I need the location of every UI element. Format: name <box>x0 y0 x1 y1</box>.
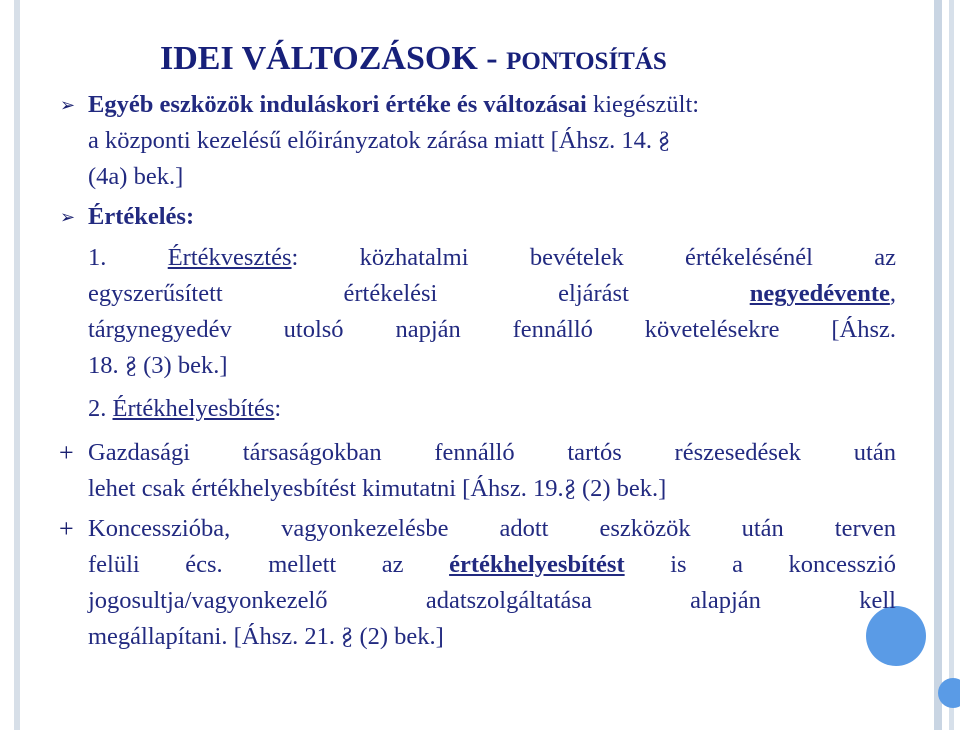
plus-bullet-icon: + <box>59 514 74 543</box>
sub-item-2: Koncesszióba, vagyonkezelésbe adott eszközök után terven felüli écs. mellett az értékhelyesbítést is a koncesszió jogosultja/vagyonkezelő adatszolgáltatása alapján kell megállapítani. [Áhsz. 21. § (2) bek.] <box>88 511 896 655</box>
sub-item-2-line3: jogosultja/vagyonkezelő adatszolgáltatása alapján kell <box>88 587 896 614</box>
bullet-1-bold: Egyéb eszközök induláskori értéke és változásai <box>88 91 587 118</box>
bullet-arrow-icon: ➢ <box>60 95 76 115</box>
point-1-line2: egyszerűsített értékelési eljárást <box>88 280 750 307</box>
sub-item-2-line1: Koncesszióba, vagyonkezelésbe adott eszközök után terven <box>88 515 896 542</box>
point-1-num: 1. <box>88 244 168 271</box>
decor-circle-small <box>938 678 960 708</box>
sub-item-1-line1: Gazdasági társaságokban fennálló tartós részesedések után <box>88 439 896 466</box>
bullet-2-label: Értékelés: <box>88 203 195 230</box>
point-2: 2. Értékhelyesbítés: <box>88 395 282 422</box>
point-2-term: Értékhelyesbítés <box>112 395 275 422</box>
point-1-term: Értékvesztés <box>167 244 292 271</box>
title-main: IDEI VÁLTOZÁSOK - <box>160 40 507 77</box>
bullet-1-line3: (4a) bek.] <box>88 163 184 190</box>
point-1-line3: tárgynegyedév utolsó napján fennálló követelésekre [Áhsz. <box>88 316 896 343</box>
sub-item-2-emph: értékhelyesbítést <box>449 551 625 578</box>
left-decor-stripe <box>14 0 20 730</box>
bullet-1-line2: a központi kezelésű előirányzatok zárása miatt [Áhsz. 14. <box>88 127 652 154</box>
title-sub: PONTOSÍTÁS <box>506 48 667 75</box>
section-sign-icon: § <box>341 623 354 650</box>
bullet-arrow-icon: ➢ <box>60 207 76 227</box>
bullet-1 <box>88 87 896 195</box>
section-sign-icon: § <box>124 352 137 379</box>
right-decor-bar-thin <box>949 0 954 730</box>
point-1: 1. Értékvesztés: közhatalmi bevételek értékelésénél az egyszerűsített értékelési eljárást negyedévente, tárgynegyedév utolsó napján fennálló követelésekre [Áhsz. 18. § (3) bek.] <box>88 240 896 384</box>
right-decor-bar <box>934 0 942 730</box>
section-sign-icon: § <box>563 475 576 502</box>
point-1-emph: negyedévente <box>749 280 890 307</box>
sub-item-1: Gazdasági társaságokban fennálló tartós részesedések után lehet csak értékhelyesbítést kimutatni [Áhsz. 19.§ (2) bek.] <box>88 435 896 507</box>
point-1-line1: közhatalmi bevételek értékelésénél az <box>298 244 897 271</box>
bullet-1-rest: kiegészült: <box>586 91 700 118</box>
plus-bullet-icon: + <box>59 438 74 467</box>
slide-title <box>160 40 667 78</box>
section-sign-icon: § <box>658 127 671 154</box>
